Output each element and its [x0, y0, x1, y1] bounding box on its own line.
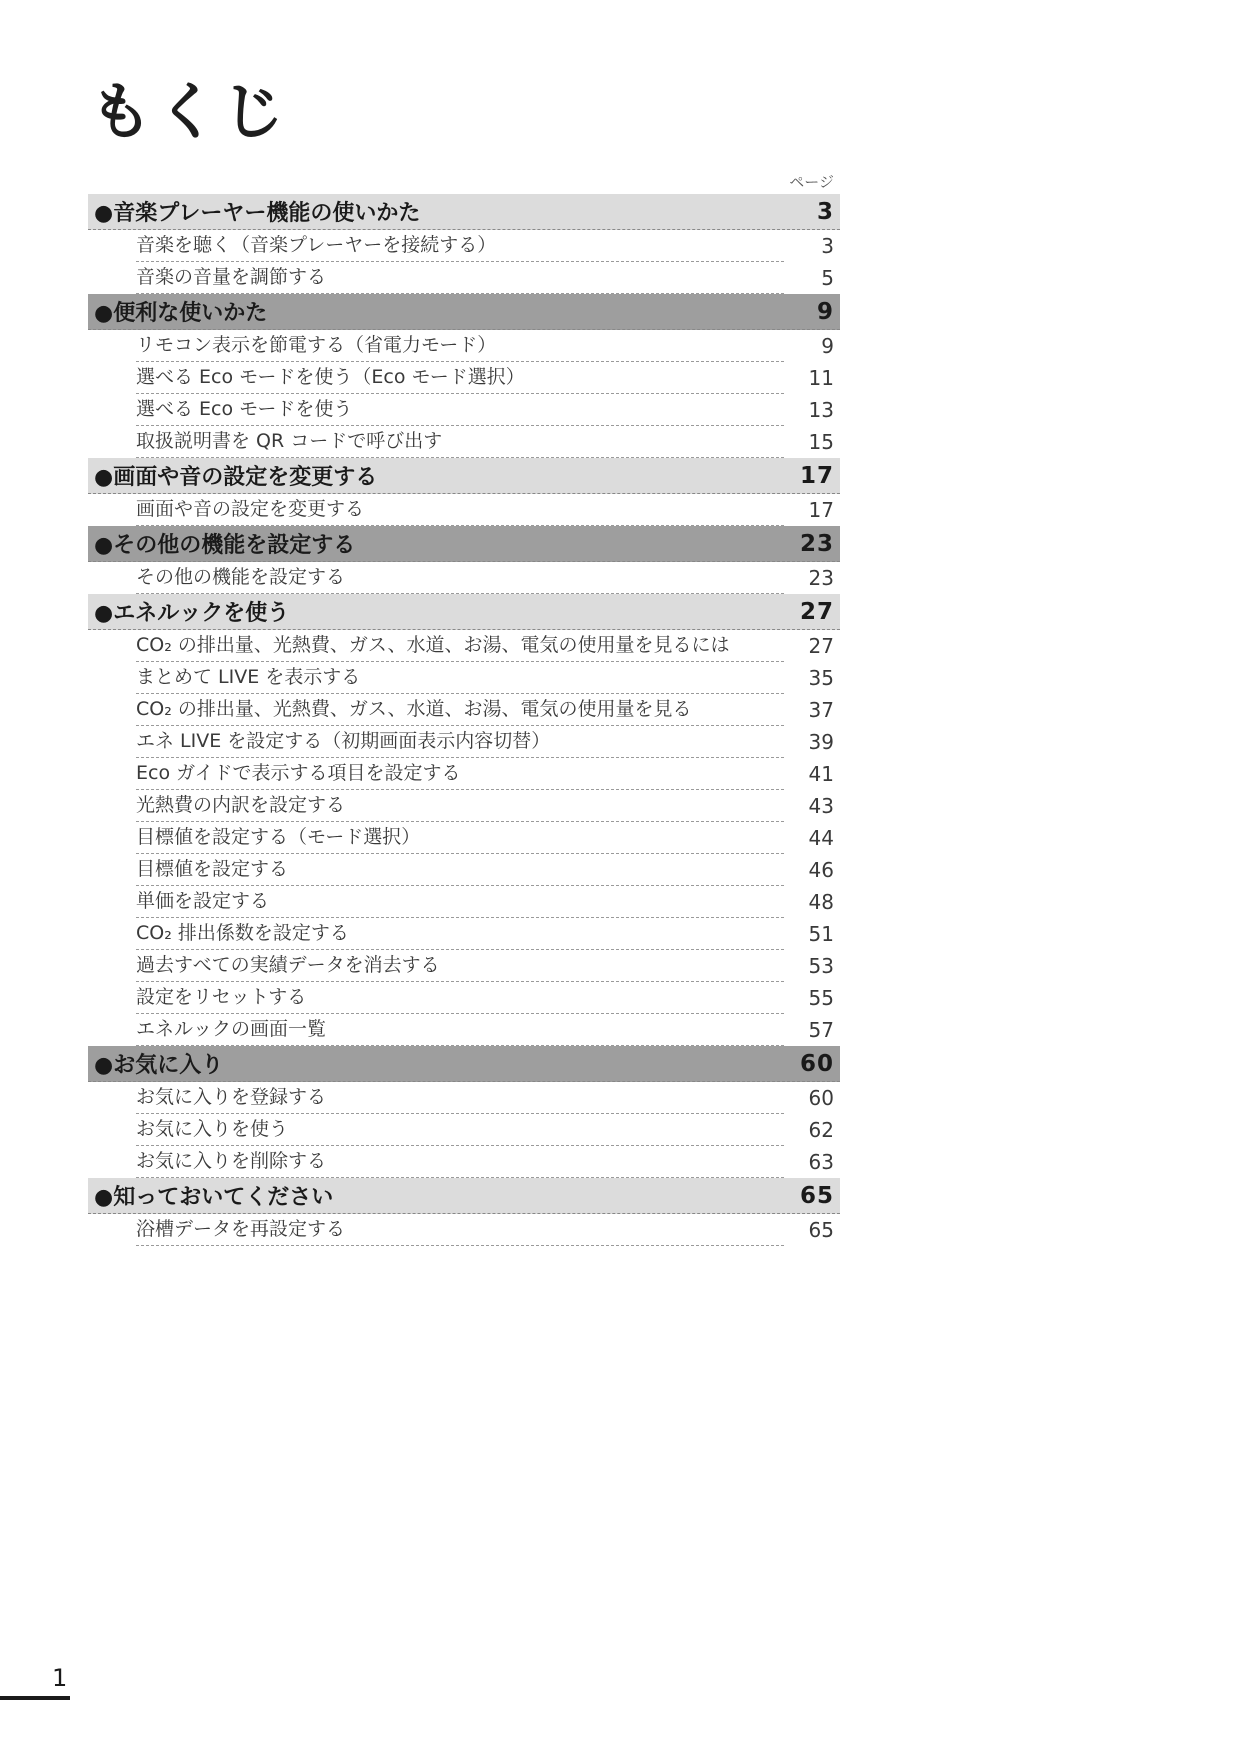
toc-entry-label: 選べる Eco モードを使う（Eco モード選択）: [136, 362, 784, 394]
toc-entry[interactable]: [136, 394, 840, 426]
toc-entry-page-number: 48: [808, 889, 834, 914]
toc-entry-label: 過去すべての実績データを消去する: [136, 950, 784, 982]
toc-entry-page-number: 23: [808, 565, 834, 590]
toc-entry[interactable]: [136, 886, 840, 918]
toc-entry-label: 浴槽データを再設定する: [136, 1214, 784, 1246]
toc-entry-label: 目標値を設定する（モード選択）: [136, 822, 784, 854]
toc-entry-label: エネルックの画面一覧: [136, 1014, 784, 1046]
section-title: ●知っておいてください: [94, 1185, 334, 1210]
toc-entry[interactable]: [136, 562, 840, 594]
toc-entry-page-number: 11: [808, 365, 834, 390]
toc-entry-label: CO₂ の排出量、光熱費、ガス、水道、お湯、電気の使用量を見る: [136, 694, 784, 726]
footer-page-number: 1: [52, 1664, 68, 1692]
toc-entry[interactable]: [136, 790, 840, 822]
toc-entry-label: 取扱説明書を QR コードで呼び出す: [136, 426, 784, 458]
section-page-number: 65: [799, 1182, 834, 1209]
toc-entry-label: 音楽を聴く（音楽プレーヤーを接続する）: [136, 230, 784, 262]
toc-entry-page-number: 43: [808, 793, 834, 818]
section-page-number: 17: [799, 462, 834, 489]
toc-entry-label: 光熱費の内訳を設定する: [136, 790, 784, 822]
toc-entry[interactable]: [136, 1114, 840, 1146]
toc-entry[interactable]: [136, 1146, 840, 1178]
section-header[interactable]: [88, 194, 840, 230]
toc-entry-page-number: 13: [808, 397, 834, 422]
section-page-number: 60: [799, 1050, 834, 1077]
toc-entry-label: 選べる Eco モードを使う: [136, 394, 784, 426]
toc-entry-page-number: 51: [808, 921, 834, 946]
section-page-number: 23: [799, 530, 834, 557]
toc-entry-label: お気に入りを登録する: [136, 1082, 784, 1114]
toc-entry[interactable]: [136, 950, 840, 982]
toc-entry-page-number: 60: [808, 1085, 834, 1110]
toc-entry[interactable]: [136, 630, 840, 662]
toc-entry-label: お気に入りを削除する: [136, 1146, 784, 1178]
toc-entry-page-number: 37: [808, 697, 834, 722]
toc-entry-page-number: 9: [821, 333, 834, 358]
toc-entry-label: エネ LIVE を設定する（初期画面表示内容切替）: [136, 726, 784, 758]
toc-entry-label: まとめて LIVE を表示する: [136, 662, 784, 694]
toc-entry[interactable]: [136, 758, 840, 790]
toc-entry[interactable]: [136, 854, 840, 886]
toc-entry-label: 単価を設定する: [136, 886, 784, 918]
toc-entry[interactable]: [136, 918, 840, 950]
toc-entry[interactable]: [136, 982, 840, 1014]
section-page-number: 9: [816, 298, 834, 325]
toc-entry-page-number: 44: [808, 825, 834, 850]
toc-entry[interactable]: [136, 662, 840, 694]
toc-entry-page-number: 39: [808, 729, 834, 754]
section-header[interactable]: [88, 1178, 840, 1214]
toc-entry-label: 設定をリセットする: [136, 982, 784, 1014]
toc-entry-label: 目標値を設定する: [136, 854, 784, 886]
toc-entry-label: その他の機能を設定する: [136, 562, 784, 594]
section-title: ●その他の機能を設定する: [94, 533, 356, 558]
toc-entry-page-number: 41: [808, 761, 834, 786]
toc-entry-label: リモコン表示を節電する（省電力モード）: [136, 330, 784, 362]
toc-entry-page-number: 5: [821, 265, 834, 290]
toc-entry[interactable]: [136, 230, 840, 262]
toc-entry[interactable]: [136, 426, 840, 458]
toc-entry[interactable]: [136, 822, 840, 854]
section-page-number: 27: [799, 598, 834, 625]
toc-entry-page-number: 62: [808, 1117, 834, 1142]
toc-entry-label: CO₂ 排出係数を設定する: [136, 918, 784, 950]
toc-entry-page-number: 65: [808, 1217, 834, 1242]
section-page-number: 3: [816, 198, 834, 225]
toc-entry[interactable]: [136, 694, 840, 726]
toc-entry[interactable]: [136, 330, 840, 362]
section-header[interactable]: [88, 458, 840, 494]
footer-rule: [0, 1696, 70, 1700]
toc-entry-label: 画面や音の設定を変更する: [136, 494, 784, 526]
section-title: ●音楽プレーヤー機能の使いかた: [94, 201, 421, 226]
section-header[interactable]: [88, 526, 840, 562]
toc-entry-label: 音楽の音量を調節する: [136, 262, 784, 294]
toc-entry[interactable]: [136, 262, 840, 294]
toc-entry-page-number: 15: [808, 429, 834, 454]
toc-entry-page-number: 57: [808, 1017, 834, 1042]
section-title: ●画面や音の設定を変更する: [94, 465, 378, 490]
table-of-contents: [88, 170, 840, 1246]
toc-entry-page-number: 27: [808, 633, 834, 658]
toc-entry[interactable]: [136, 362, 840, 394]
toc-entry-label: Eco ガイドで表示する項目を設定する: [136, 758, 784, 790]
toc-entry[interactable]: [136, 1214, 840, 1246]
toc-entry-page-number: 55: [808, 985, 834, 1010]
toc-entry[interactable]: [136, 726, 840, 758]
section-header[interactable]: [88, 294, 840, 330]
section-header[interactable]: [88, 1046, 840, 1082]
page-column-label: ページ: [789, 173, 834, 191]
toc-entry-label: CO₂ の排出量、光熱費、ガス、水道、お湯、電気の使用量を見るには: [136, 630, 784, 662]
toc-entry-page-number: 3: [821, 233, 834, 258]
section-title: ●エネルックを使う: [94, 601, 290, 626]
toc-entry[interactable]: [136, 1082, 840, 1114]
toc-entry-page-number: 53: [808, 953, 834, 978]
toc-entry-page-number: 17: [808, 497, 834, 522]
toc-entry[interactable]: [136, 1014, 840, 1046]
section-header[interactable]: [88, 594, 840, 630]
toc-entry-label: お気に入りを使う: [136, 1114, 784, 1146]
section-title: ●便利な使いかた: [94, 301, 268, 326]
toc-entry-page-number: 35: [808, 665, 834, 690]
toc-entry-page-number: 63: [808, 1149, 834, 1174]
toc-entry-page-number: 46: [808, 857, 834, 882]
toc-entry[interactable]: [136, 494, 840, 526]
section-title: ●お気に入り: [94, 1053, 224, 1078]
page-title: もくじ: [90, 75, 289, 148]
